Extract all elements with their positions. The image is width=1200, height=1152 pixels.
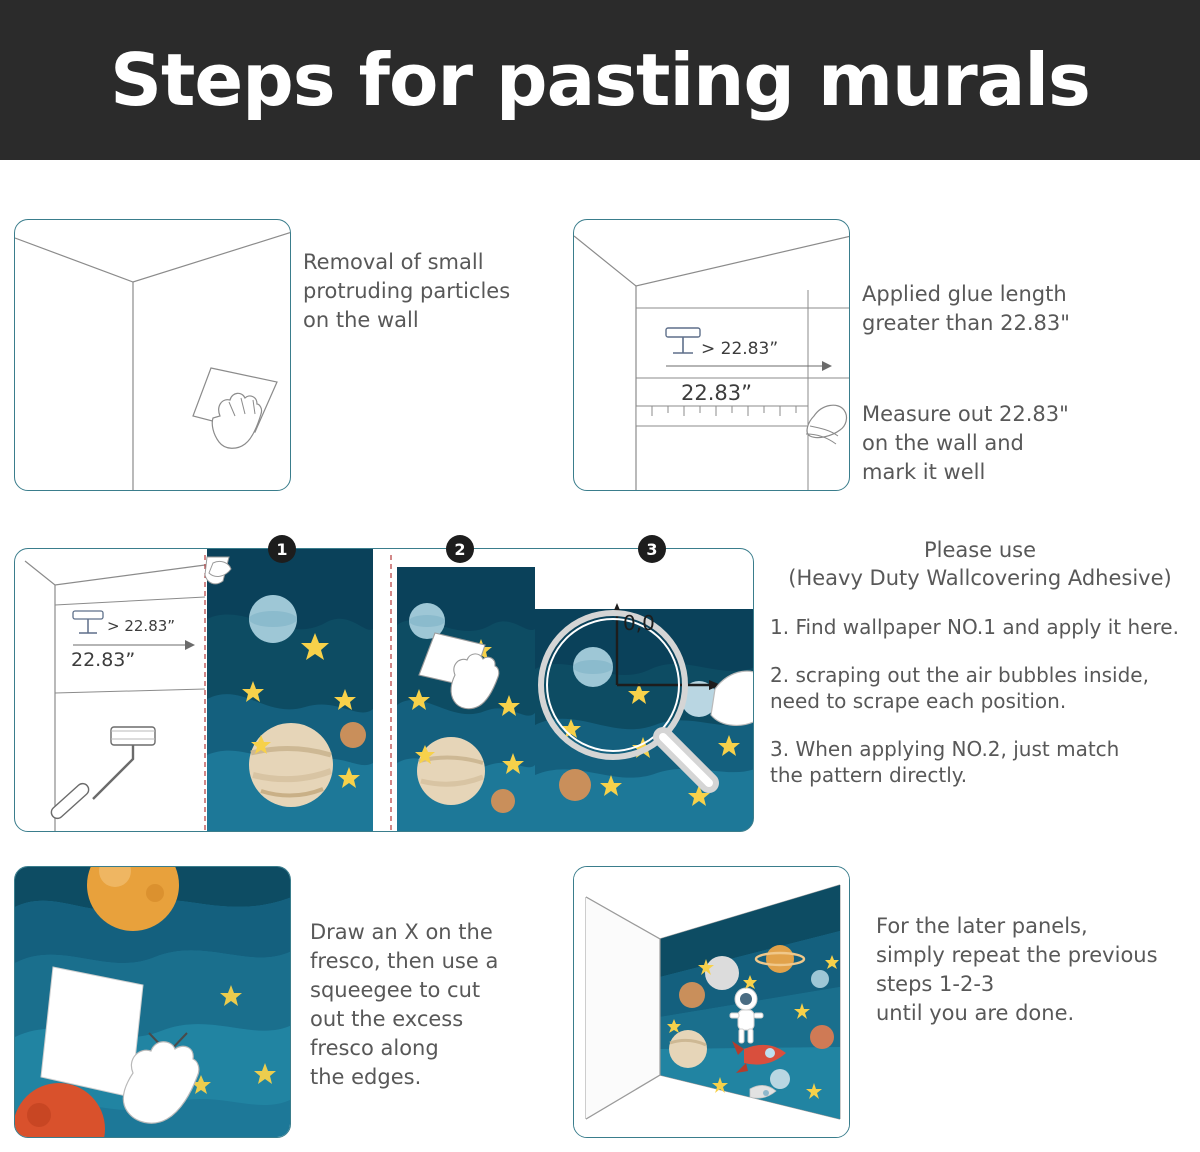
- step-badge-3: 3: [638, 535, 666, 563]
- step-3-instruction-3: 3. When applying NO.2, just match the pattern directly.: [770, 737, 1120, 787]
- caption-step-1: Removal of small protruding particles on the wall: [303, 250, 511, 332]
- panel-step-4: [14, 866, 291, 1138]
- label-glue-length-step2: > 22.83”: [701, 339, 779, 359]
- adhesive-heading-line1: Please use: [924, 538, 1036, 562]
- illustration-cut-x-squeegee: [15, 867, 291, 1138]
- label-measure-step2: 22.83”: [681, 381, 752, 405]
- panel-step-3: [14, 548, 754, 832]
- caption-step-2-glue: Applied glue length greater than 22.83": [862, 282, 1070, 335]
- illustration-apply-panels: [15, 549, 754, 832]
- illustration-wall-corner-scrape: [15, 220, 291, 491]
- caption-step-5: For the later panels, simply repeat the previous steps 1-2-3 until you are done.: [876, 914, 1158, 1025]
- page-title: Steps for pasting murals: [110, 38, 1090, 122]
- label-origin: 0,0: [623, 611, 655, 635]
- step-3-instructions: [770, 536, 1190, 788]
- caption-step-4: Draw an X on the fresco, then use a squeegee to cut out the excess fresco along the edges.: [310, 920, 499, 1089]
- illustration-finished-room: [574, 867, 850, 1138]
- step-badge-1: 1: [268, 535, 296, 563]
- panel-step-2: [573, 219, 850, 491]
- adhesive-heading-line2: (Heavy Duty Wallcovering Adhesive): [788, 566, 1172, 590]
- step-badge-2: 2: [446, 535, 474, 563]
- label-measure-step3: 22.83”: [71, 649, 136, 671]
- panel-step-1: [14, 219, 291, 491]
- step-3-instruction-2: 2. scraping out the air bubbles inside, need to scrape each position.: [770, 663, 1149, 713]
- panel-step-5: [573, 866, 850, 1138]
- step-3-instruction-1: 1. Find wallpaper NO.1 and apply it here.: [770, 615, 1179, 639]
- page-header: [0, 0, 1200, 160]
- caption-step-2-measure: Measure out 22.83" on the wall and mark it well: [862, 402, 1069, 484]
- label-glue-length-step3: > 22.83”: [107, 617, 176, 635]
